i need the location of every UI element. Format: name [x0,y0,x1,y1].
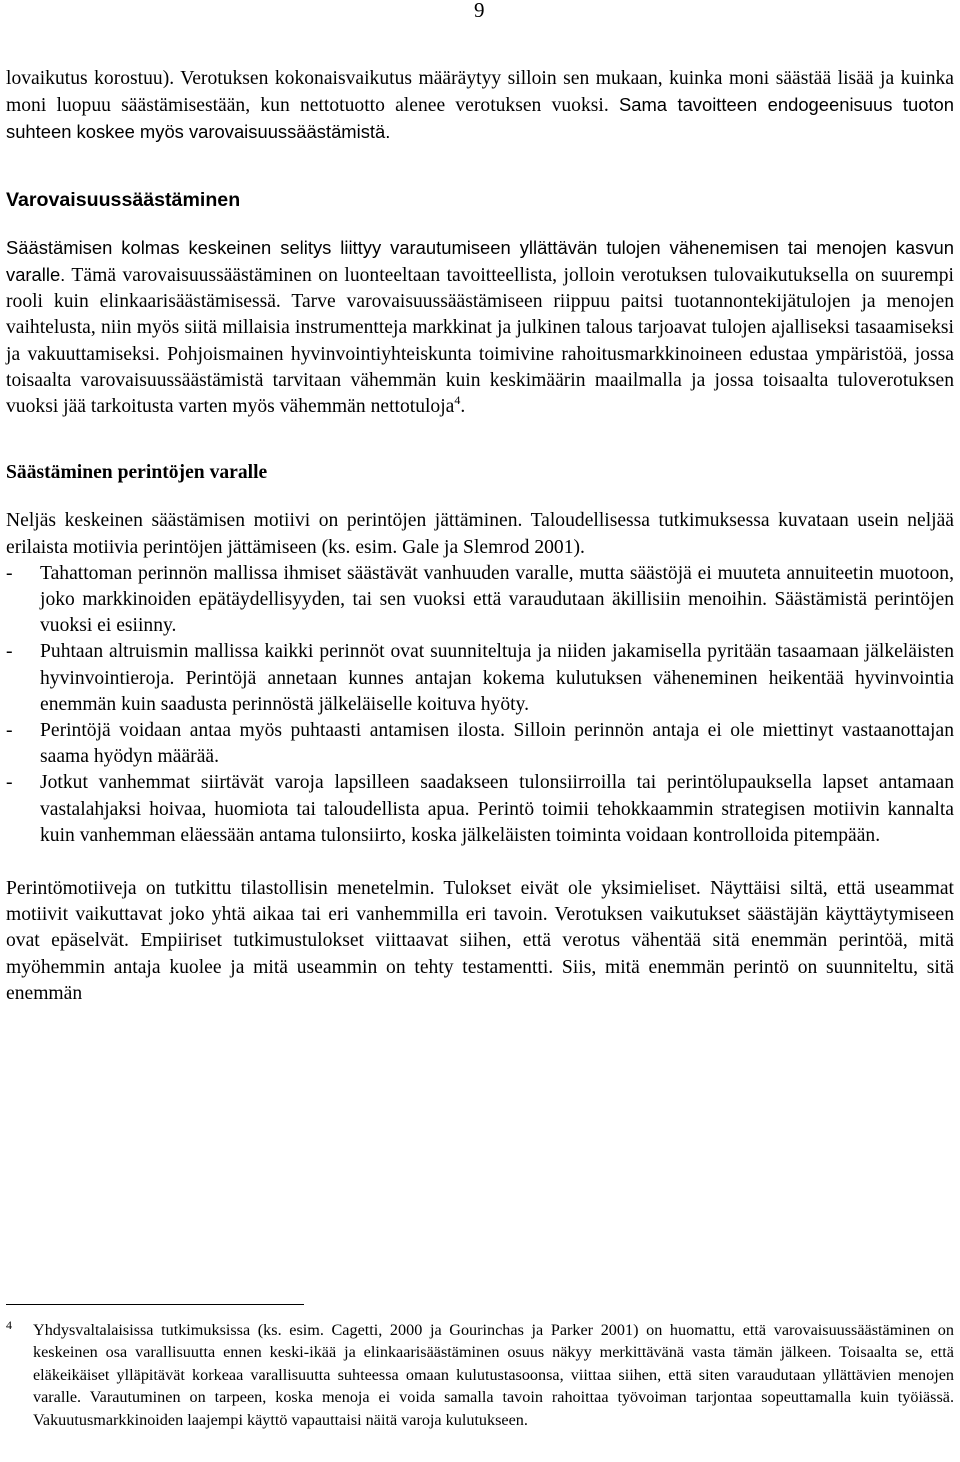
varovaisuussaastaminen-paragraph [6,235,954,420]
closing-paragraph: Perintömotiiveja on tutkittu tilastollisin menetelmin. Tulokset eivät ole yksimieliset. Näyttäisi siltä, että useammat motiivit vaikuttavat joko yhtä aikaa tai eri vanhemmilla eri tavoin. Verotuksen vaikutukset säästäjän käyttäytymiseen ovat epäselvät. Empiiriset tutkimustulokset viittaavat siihen, että verotus vähentää sitä enemmän perintöä, mitä myöhemmin antaja kuolee ja mitä useammin on tehty testamentti. Siis, mitä enemmän perintö on suunniteltu, sitä enemmän [6,878,954,1004]
varovaisuus-text-end: . [460,396,466,418]
footnote-reference[interactable]: 4 [454,393,461,408]
list-item [6,770,954,849]
list-marker: - [6,641,13,663]
section-heading-perinnot: Säästäminen perintöjen varalle [6,462,268,484]
footnote-marker: 4 [6,1318,12,1332]
list-marker: - [6,562,13,584]
list-item [6,561,954,640]
document-page [6,0,954,1462]
list-marker: - [6,720,13,742]
footnote-divider [6,1304,304,1305]
list-item [6,639,954,718]
varovaisuus-text-a: Säästämisen kolmas keskeinen selitys liittyy varautumiseen yllättävän tulojen vähenemisen tai menojen kasvun varalle. [6,236,954,286]
list-marker: - [6,772,13,794]
intro-sentence-1: lovaikutus korostuu). Verotuksen kokonaisvaikutus määräytyy silloin sen mukaan, kuinka moni säästää lisää ja kuinka moni luopuu säästämisestään, kun nettotuotto alenee verotuksen vuoksi. [6,68,954,117]
footnote [6,1319,954,1431]
list-item-text: Tahattoman perinnön mallissa ihmiset säästävät vanhuuden varalle, mutta säästöjä ei muuteta annuiteetin muotoon, joko markkinoiden epätäydellisyyden, tai sen vuoksi että varaudutaan äkillisiin menoihin. Säästämistä perintöjen vuoksi ei esiinny. [40,562,954,637]
body-text [6,66,954,1007]
list-item-text: Jotkut vanhemmat siirtävät varoja lapsilleen saadakseen tulonsiirroilla tai perintölupauksella lapset antamaan vastalahjaksi hoivaa, huomiota tai taloudellista apua. Perintö toimii tehokkaammin strategisen motiivin kannalta kuin vanhemman eläessään antama tulonsiirto, koska jälkeläisten toiminta voidaan kontrolloida pitempään. [40,772,954,846]
list-item [6,718,954,770]
varovaisuus-text-b: Tämä varovaisuussäästäminen on luonteeltaan tavoitteellista, jolloin verotuksen tulovaikutuksella on suurempi rooli kuin elinkaarisäästämisessä. Tarve varovaisuussäästämiseen riippuu paitsi tuotannontekijätulojen ja menojen vaihtelusta, niin myös siitä millaisia instrumentteja markkinat ja julkinen talous tarjoavat tulojen ajalliseksi tasaamiseksi ja vakuuttamiseksi. Pohjoismainen hyvinvointiyhteiskunta toimivine rahoitusmarkkinoineen edustaa ympäristöä, jossa toisaalta varovaisuussäästämistä tarvitaan vähemmän kuin keskimäärin maailmalla ja jossa toisaalta tuloverotuksen vuoksi jää tarkoitusta varten myös vähemmän nettotuloja [6,265,954,418]
section-heading-varovaisuussaastaminen: Varovaisuussäästäminen [6,188,241,211]
motive-list [6,561,954,849]
list-item-text: Perintöjä voidaan antaa myös puhtaasti antamisen ilosta. Silloin perinnön antaja ei ole miettinyt vastaanottajan saama hyödyn määrää. [40,720,954,768]
list-item-text: Puhtaan altruismin mallissa kaikki perinnöt ovat suunniteltuja ja niiden jakamisella pyritään tasaamaan jälkeläisten hyvinvointieroja. Perintöjä annetaan kunnes antajan kokema kulutuksen väheneminen heikentää hyvinvointia enemmän kuin saadusta perinnöstä jälkeläiselle koituva hyöty. [40,641,954,715]
perinnot-intro-paragraph: Neljäs keskeinen säästämisen motiivi on perintöjen jättäminen. Taloudellisessa tutkimuksessa kuvataan usein neljää erilaista motiivia perintöjen jättämiseen (ks. esim. Gale ja Slemrod 2001). [6,510,954,558]
footnote-text: Yhdysvaltalaisissa tutkimuksissa (ks. esim. Cagetti, 2000 ja Gourinchas ja Parker 2001) on huomattu, että varovaisuussäästäminen on keskeinen osa varallisuutta ennen keski-ikää ja elinkaarisäästäminen osuus näkyy merkittävänä vasta tämän jälkeen. Toisaalta se, että eläkeikäiset ylläpitävät korkeaa varallisuutta suhteessa omaan kulutustasoonsa, viittaa siihen, että siten varaudutaan yllättävien menojen varalle. Varautuminen on tarpeen, koska menoja ei voida samalla tavoin rahoittaa työvoiman tarjontaa sopeuttamalla kuin työiässä. Vakuutusmarkkinoiden laajempi käyttö vapauttaisi näitä varoja kulutukseen. [33,1321,954,1429]
intro-sentence-2: Sama tavoitteen endogeenisuus tuoton suhteen koskee myös varovaisuussäästämistä. [6,94,954,143]
page-number: 9 [474,0,485,22]
intro-paragraph [6,66,954,147]
